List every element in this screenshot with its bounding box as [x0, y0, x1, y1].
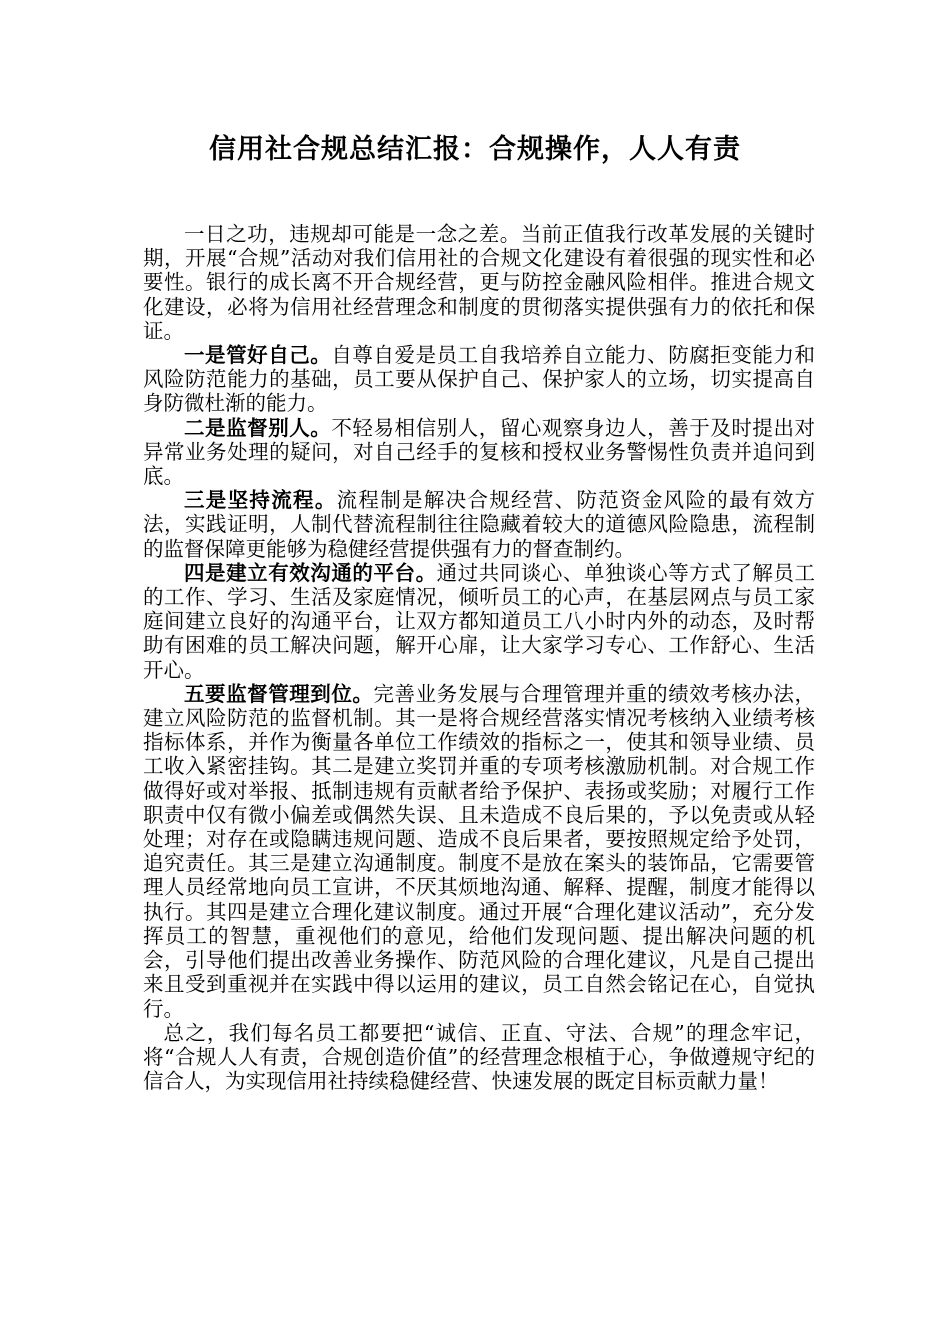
section-paragraph-2 [143, 416, 815, 489]
section-paragraph-1 [143, 343, 815, 416]
section-text-5: 完善业务发展与合理管理并重的绩效考核办法，建立风险防范的监督机制。其一是将合规经营落实情况考核纳入业绩考核指标体系，并作为衡量各单位工作绩效的指标之一，使其和领导业绩、员工收入紧密挂钩。其二是建立奖罚并重的专项考核激励机制。对合规工作做得好或对举报、抵制违规有贡献者给予保护、表扬或奖励；对履行工作职责中仅有微小偏差或偶然失误、且未造成不良后果的，予以免责或从轻处理；对存在或隐瞒违规问题、造成不良后果者，要按照规定给予处罚，追究责任。其三是建立沟通制度。制度不是放在案头的装饰品，它需要管理人员经常地向员工宣讲，不厌其烦地沟通、解释、提醒，制度才能得以执行。其四是建立合理化建议制度。通过开展“合理化建议活动”，充分发挥员工的智慧，重视他们的意见，给他们发现问题、提出解决问题的机会，引导他们提出改善业务操作、防范风险的合理化建议，凡是自己提出来且受到重视并在实践中得以运用的建议，员工自然会铭记在心，自觉执行。 [143, 681, 816, 1021]
section-lead-1: 一是管好自己。 [184, 343, 332, 368]
document-body [143, 222, 815, 1093]
section-text-4: 通过共同谈心、单独谈心等方式了解员工的工作、学习、生活及家庭情况，倾听员工的心声，在基层网点与员工家庭间建立良好的沟通平台，让双方都知道员工八小时内外的动态，及时帮助有困难的员工解决问题，解开心扉，让大家学习专心、工作舒心、生活开心。 [143, 560, 816, 682]
section-lead-5: 五要监督管理到位。 [184, 681, 374, 706]
section-lead-4: 四是建立有效沟通的平台。 [184, 560, 437, 585]
section-lead-3: 三是坚持流程。 [184, 488, 337, 513]
section-text-1: 自尊自爱是员工自我培养自立能力、防腐拒变能力和风险防范能力的基础，员工要从保护自己、保护家人的立场，切实提高自身防微杜渐的能力。 [143, 343, 816, 416]
conclusion-paragraph: 总之，我们每名员工都要把“诚信、正直、守法、合规”的理念牢记，将“合规人人有责，合规创造价值”的经营理念根植于心，争做遵规守纪的信合人，为实现信用社持续稳健经营、快速发展的既定目标贡献力量！ [143, 1020, 815, 1094]
section-paragraph-4 [143, 561, 815, 682]
document-title: 信用社合规总结汇报：合规操作，人人有责 [209, 134, 741, 165]
intro-paragraph: 一日之功，违规却可能是一念之差。当前正值我行改革发展的关键时期，开展“合规”活动对我们信用社的合规文化建设有着很强的现实性和必要性。银行的成长离不开合规经营，更与防控金融风险相伴。推进合规文化建设，必将为信用社经营理念和制度的贯彻落实提供强有力的依托和保证。 [143, 222, 815, 343]
section-text-2: 不轻易相信别人，留心观察身边人，善于及时提出对异常业务处理的疑问，对自己经手的复核和授权业务警惕性负责并追问到底。 [143, 415, 816, 489]
section-paragraph-5 [143, 682, 815, 1021]
section-lead-2: 二是监督别人。 [184, 415, 332, 440]
section-paragraph-3 [143, 488, 815, 561]
section-text-3: 流程制是解决合规经营、防范资金风险的最有效方法，实践证明，人制代替流程制往往隐藏着较大的道德风险隐患，流程制的监督保障更能够为稳健经营提供强有力的督查制约。 [143, 488, 815, 561]
